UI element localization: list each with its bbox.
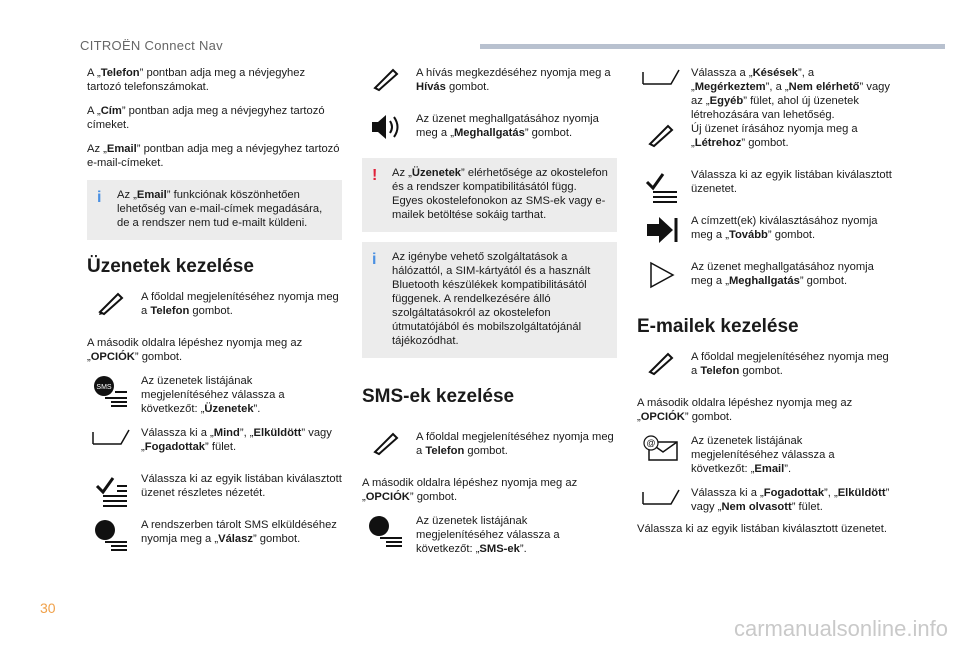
- step-row: A főoldal megjelenítéséhez nyomja meg a Telefon gombot.: [87, 290, 342, 326]
- step-row: A főoldal megjelenítéséhez nyomja meg a Telefon gombot.: [637, 350, 892, 386]
- paragraph-email: Az „Email” pontban adja meg a névjegyhez tartozó e-mail-címeket.: [87, 143, 340, 169]
- step-row: A főoldal megjelenítéséhez nyomja meg a Telefon gombot.: [362, 430, 617, 466]
- step-row: A címzett(ek) kiválasztásához nyomja meg a „Tovább” gombot.: [637, 214, 892, 250]
- sms-list-icon: [362, 514, 410, 550]
- tab-icon: [87, 426, 135, 462]
- column-2: [362, 66, 617, 566]
- tab-icon: [637, 486, 685, 522]
- svg-text:@: @: [646, 438, 656, 448]
- pencil-icon: [637, 350, 685, 386]
- column-1: [87, 66, 342, 564]
- step-row: A rendszerben tárolt SMS elküldéséhez nyomja meg a „Válasz” gombot.: [87, 518, 342, 554]
- header-bar: [480, 44, 945, 49]
- paragraph-options: A második oldalra lépéshez nyomja meg az „OPCIÓK” gombot.: [87, 337, 303, 363]
- sms-list-icon: [87, 374, 135, 410]
- pencil-icon: [637, 122, 685, 158]
- reply-icon: [87, 518, 135, 554]
- list-select-icon: [87, 472, 135, 508]
- page-number: 30: [40, 600, 56, 616]
- pencil-icon: [362, 430, 410, 466]
- next-arrow-icon: [637, 214, 685, 250]
- step-row: Az üzenet meghallgatásához nyomja meg a „Meghallgatás” gombot.: [362, 112, 617, 148]
- step-row: SMS Az üzenetek listájának megjelenítéséhez válassza a következőt: „Üzenetek”.: [87, 374, 342, 416]
- speaker-icon: [362, 112, 410, 148]
- pencil-icon: [87, 290, 135, 326]
- info-icon: i: [372, 251, 377, 268]
- info-icon: i: [97, 189, 102, 206]
- info-note-email: i Az „Email” funkciónak köszönhetően lehetőség van e-mail-címek megadására, de a rendszer nem tud e-mailt küldeni.: [87, 180, 342, 240]
- paragraph-select-message: Válassza ki az egyik listában kiválasztott üzenetet.: [637, 523, 887, 535]
- step-row: Az üzenet meghallgatásához nyomja meg a „Meghallgatás” gombot.: [637, 260, 892, 296]
- email-icon: [637, 434, 685, 470]
- section-heading-messages: Üzenetek kezelése: [87, 256, 254, 277]
- step-row: A hívás megkezdéséhez nyomja meg a Hívás gombot.: [362, 66, 617, 102]
- tab-icon: [637, 66, 685, 102]
- step-row: Az üzenetek listájának megjelenítéséhez válassza a következőt: „SMS-ek”.: [362, 514, 617, 556]
- step-row: Válassza ki a „Fogadottak”, „Elküldött” vagy „Nem olvasott” fület.: [637, 486, 892, 522]
- section-heading-emails: E-mailek kezelése: [637, 316, 799, 337]
- warning-note: ! Az „Üzenetek” elérhetősége az okostelefon és a rendszer kompatibilitásától függ. Egyes okostelefonokon az SMS-ek vagy e-mailek betöltése sokáig tarthat.: [362, 158, 617, 232]
- section-heading-sms: SMS-ek kezelése: [362, 386, 515, 407]
- paragraph-options: A második oldalra lépéshez nyomja meg az „OPCIÓK” gombot.: [362, 477, 578, 503]
- step-row: Válassza ki az egyik listában kiválasztott üzenetet.: [637, 168, 892, 204]
- play-icon: [637, 260, 685, 296]
- paragraph-phone: A „Telefon” pontban adja meg a névjegyhez tartozó telefonszámokat.: [87, 67, 306, 93]
- list-select-icon: [637, 168, 685, 204]
- svg-text:SMS: SMS: [96, 384, 112, 391]
- step-row: Válassza ki a „Mind”, „Elküldött” vagy „Fogadottak” fület.: [87, 426, 342, 462]
- page-header-title: CITROËN Connect Nav: [80, 38, 223, 53]
- pencil-icon: [362, 66, 410, 102]
- paragraph-address: A „Cím” pontban adja meg a névjegyhez tartozó címeket.: [87, 105, 325, 131]
- info-note-services: i Az igénybe vehető szolgáltatások a hálózattól, a SIM-kártyától és a használt Bluetooth készülékek kompatibilitásától függenek. A rendelkezésére álló szolgáltatásokról az okostelefon útmutatójából és mobilszolgáltatójánál tájékozódhat.: [362, 242, 617, 358]
- watermark: carmanualsonline.info: [733, 616, 948, 641]
- step-row: Válassza ki az egyik listában kiválasztott üzenet részletes nézetét.: [87, 472, 342, 508]
- warning-icon: !: [372, 167, 378, 184]
- paragraph-options: A második oldalra lépéshez nyomja meg az „OPCIÓK” gombot.: [637, 397, 853, 423]
- step-row: Válassza a „Késések”, a „Megérkeztem”, a „Nem elérhető” vagy az „Egyéb” fület, ahol új üzenetek létrehozására van lehetőség.: [637, 66, 892, 122]
- column-3: [637, 66, 892, 546]
- step-row: @ Az üzenetek listájának megjelenítéséhez válassza a következőt: „Email”.: [637, 434, 892, 476]
- step-row: Új üzenet írásához nyomja meg a „Létrehoz” gombot.: [637, 122, 892, 158]
